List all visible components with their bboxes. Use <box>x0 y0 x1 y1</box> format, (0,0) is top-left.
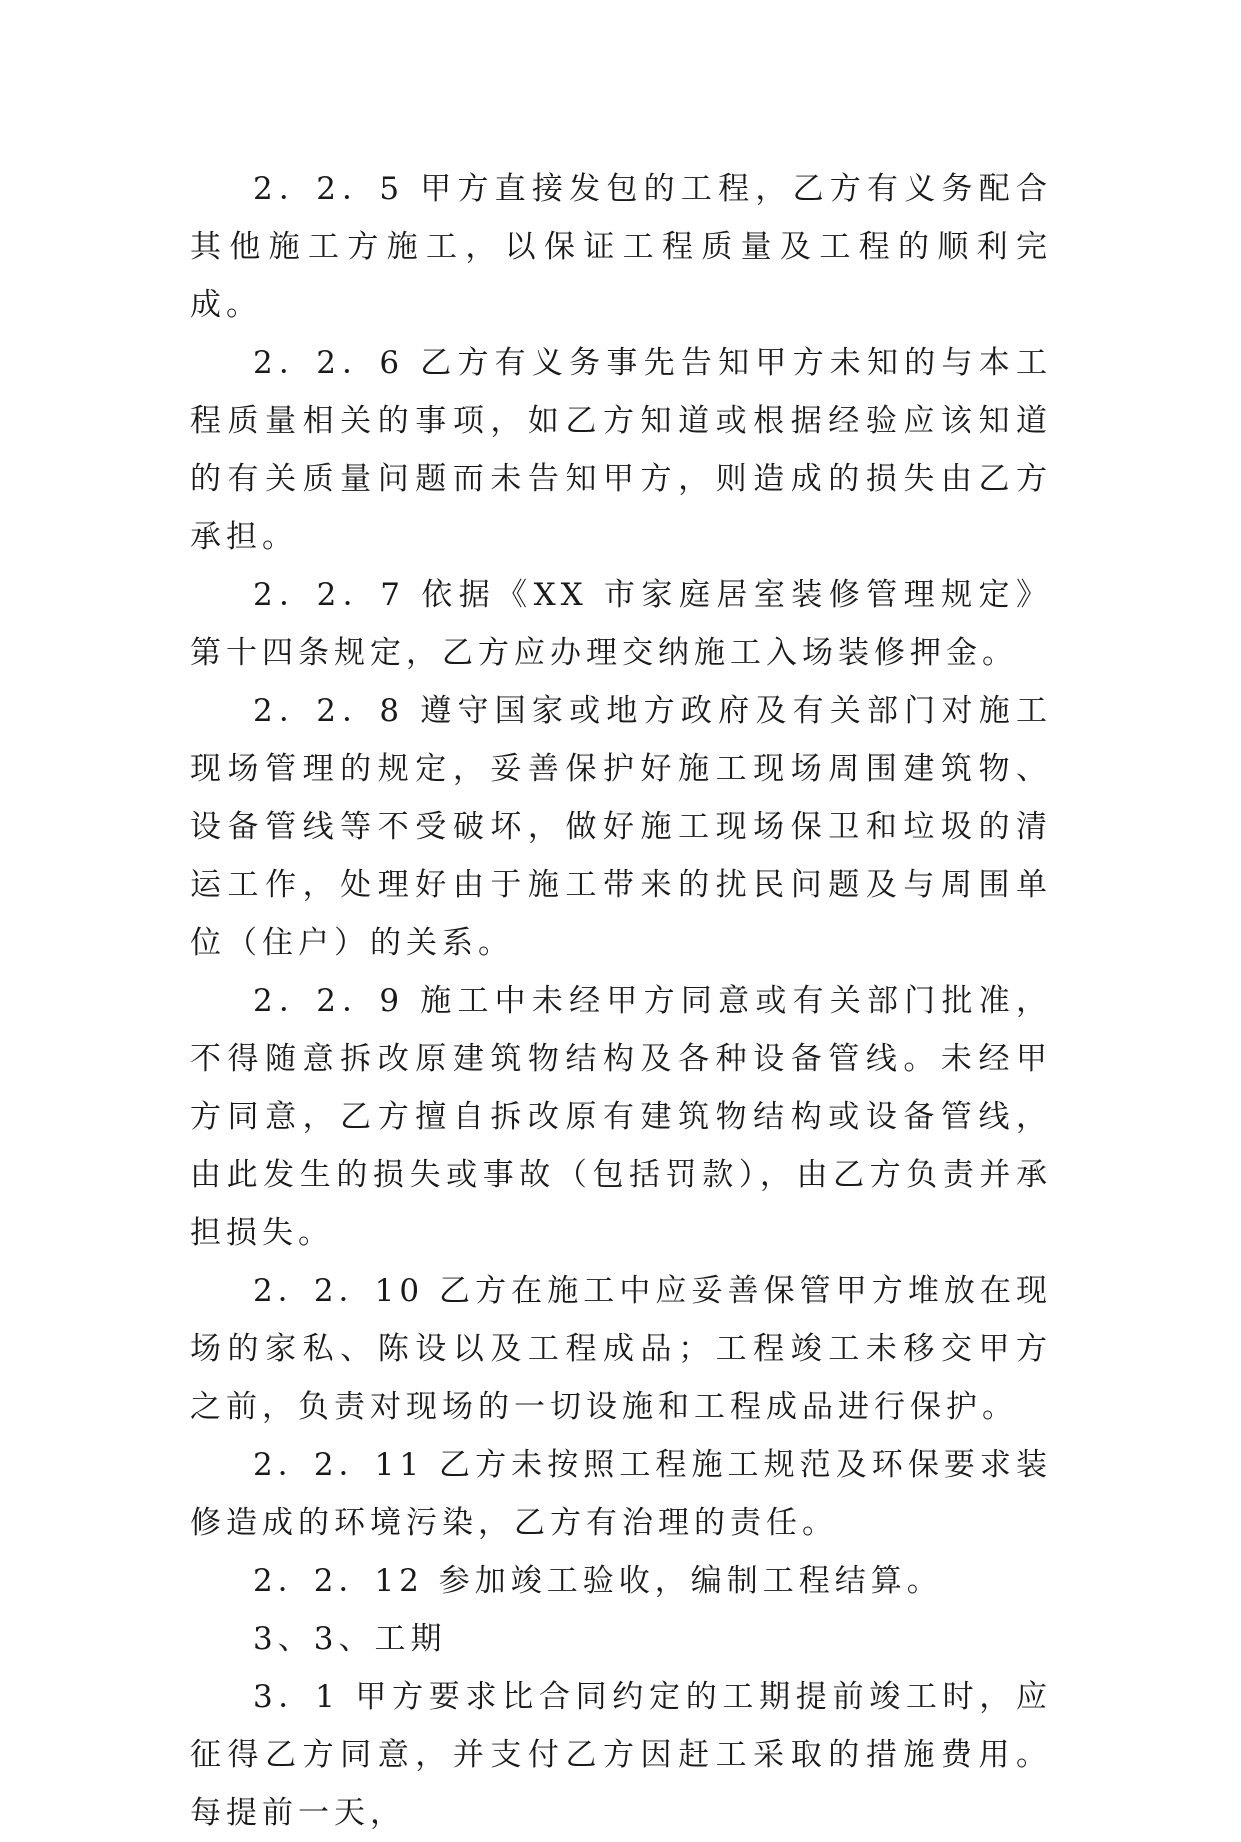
clause-2-2-8: 2．2．8 遵守国家或地方政府及有关部门对施工现场管理的规定，妥善保护好施工现场周围建筑物、设备管线等不受破坏，做好施工现场保卫和垃圾的清运工作，处理好由于施工带来的扰民问题及与周围单位（住户）的关系。 <box>190 693 1052 961</box>
clause-2-2-5: 2．2．5 甲方直接发包的工程，乙方有义务配合其他施工方施工，以保证工程质量及工程的顺利完成。 <box>190 171 1052 323</box>
clause-3-1: 3．1 甲方要求比合同约定的工期提前竣工时，应征得乙方同意，并支付乙方因赶工采取的措施费用。每提前一天， <box>190 1679 1052 1831</box>
document-body <box>190 160 1052 1842</box>
clause-2-2-11: 2．2．11 乙方未按照工程施工规范及环保要求装修造成的环境污染，乙方有治理的责任。 <box>190 1447 1052 1541</box>
section-heading-schedule: 3、3、工期 <box>253 1621 447 1657</box>
clause-2-2-9: 2．2．9 施工中未经甲方同意或有关部门批准，不得随意拆改原建筑物结构及各种设备管线。未经甲方同意，乙方擅自拆改原有建筑物结构或设备管线，由此发生的损失或事故（包括罚款），由乙方负责并承担损失。 <box>190 983 1052 1251</box>
clause-2-2-10: 2．2．10 乙方在施工中应妥善保管甲方堆放在现场的家私、陈设以及工程成品；工程竣工未移交甲方之前，负责对现场的一切设施和工程成品进行保护。 <box>190 1273 1052 1425</box>
clause-2-2-12: 2．2．12 参加竣工验收，编制工程结算。 <box>253 1563 943 1599</box>
clause-2-2-7: 2．2．7 依据《XX 市家庭居室装修管理规定》第十四条规定，乙方应办理交纳施工入场装修押金。 <box>190 577 1052 671</box>
clause-2-2-6: 2．2．6 乙方有义务事先告知甲方未知的与本工程质量相关的事项，如乙方知道或根据经验应该知道的有关质量问题而未告知甲方，则造成的损失由乙方承担。 <box>190 345 1052 555</box>
